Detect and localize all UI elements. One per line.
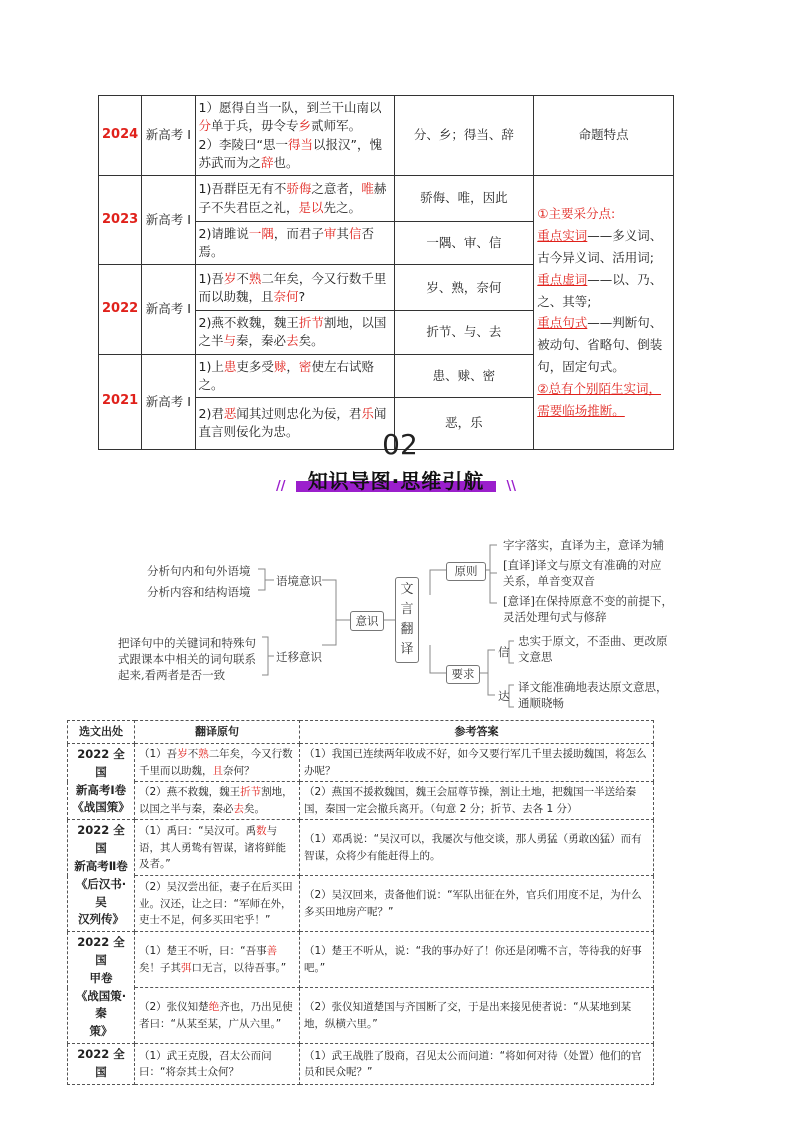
feature-line-2: 重点实词——多义词、古今异义词、活用词; <box>537 227 663 265</box>
table-row <box>68 782 654 820</box>
answer-cell: 骄侮、唯，因此 <box>394 176 534 222</box>
mind-left-1: 分析句内和句外语境 <box>147 564 251 578</box>
header-source: 选文出处 <box>68 721 135 744</box>
highlight-word: 乐 <box>361 406 374 422</box>
highlight-word: 信 <box>348 226 362 241</box>
highlight-word: 分 <box>198 118 212 134</box>
exam-table <box>98 95 674 450</box>
original-sentence: （1）吾岁不熟二年矣，今又行数千里而以助魏，且奈何？ <box>135 744 300 782</box>
mind-transfer: 迁移意识 <box>276 650 322 664</box>
section-number: 02 <box>382 428 418 461</box>
mind-da-a: 译文能准确地表达原文意思， <box>518 680 668 694</box>
exam-cell: 新高考 I <box>142 96 195 176</box>
source-cell: 2)请雎说一隅，而君子审其信否焉。 <box>195 222 394 265</box>
highlight-word: 熟 <box>248 270 262 286</box>
header-original: 翻译原句 <box>135 721 300 744</box>
source-cell: 1）愿得自当一队，到兰干山南以分单于兵，毋令专乡贰师军。 2）李陵曰“思一得当以报汉”，愧苏武而为之辞也。 <box>195 96 394 176</box>
mind-xin: 信 <box>498 645 510 659</box>
highlight-word: 弭 <box>181 961 192 974</box>
section-title: 知识导图·思维引航 <box>307 469 485 493</box>
mind-left-3b: 式跟课本中相关的词句联系 <box>118 652 256 666</box>
exam-cell: 新高考 I <box>142 354 195 449</box>
highlight-word: 熟 <box>198 748 209 761</box>
source-cell: 1)上患吏多受赇，密使左右试赂之。 <box>195 354 394 397</box>
table-row <box>99 96 674 176</box>
feature-line-3: 重点虚词——以、乃、之、其等; <box>537 271 663 309</box>
highlight-word: 与 <box>223 333 237 349</box>
highlight-word: 数 <box>256 825 267 838</box>
reference-answer: （2）燕国不援救魏国，魏王会屈尊节操，割让土地，把魏国一半送给秦国，秦国一定会撤兵离开。（句意 2 分；折节、去各 1 分） <box>300 782 654 820</box>
mind-p3b: 灵活处理句式与修辞 <box>503 610 607 624</box>
answer-cell: 分、乡；得当、辞 <box>394 96 534 176</box>
original-sentence: （1）禹曰：“吴汉可。禹数与语，其人勇鸷有智谋，诸将鲜能及者。” <box>135 820 300 876</box>
highlight-word: 折节 <box>298 315 324 331</box>
mind-center: 文言翻译 <box>395 577 419 663</box>
original-sentence: （2）吴汉尝出征，妻子在后买田业。汉还，让之曰：“军师在外，吏士不足，何多买田宅乎！” <box>135 876 300 932</box>
answer-cell: 岁、熟，奈何 <box>394 265 534 311</box>
source-cell: 2)君恶闻其过则忠化为佞，君乐闻直言则佞化为忠。 <box>195 397 394 449</box>
original-sentence: （1）楚王不听，曰：“吾事善矣！子其弭口无言，以待吾事。” <box>135 932 300 988</box>
reference-answer: （1）我国已连续两年收成不好，如今又要行军几千里去援助魏国，将怎么办呢？ <box>300 744 654 782</box>
highlight-word: 岁 <box>223 270 237 286</box>
mind-p3a: [意译]在保持原意不变的前提下， <box>503 594 673 608</box>
highlight-word: 一隅 <box>248 226 274 241</box>
mind-left-3a: 把译句中的关键词和特殊句 <box>118 636 256 650</box>
mind-map <box>0 525 794 715</box>
table-row <box>68 988 654 1044</box>
table-row <box>99 176 674 222</box>
mind-principle: 原则 <box>446 562 486 581</box>
year-cell: 2023 <box>99 176 142 265</box>
source-cell: 1)吾群臣无有不骄侮之意者，唯赫子不失君臣之礼，是以先之。 <box>195 176 394 222</box>
source-cell: 2022 全国 甲卷 《战国策·秦 策》 <box>68 932 135 1044</box>
feature-line-1: ①主要采分点: <box>537 206 616 221</box>
feature-key: 重点实词 <box>537 227 588 243</box>
highlight-word: 唯 <box>361 181 374 197</box>
exam-cell: 新高考 I <box>142 265 195 354</box>
mind-require: 要求 <box>446 665 480 684</box>
answer-cell: 折节、与、去 <box>394 311 534 354</box>
year-cell: 2024 <box>99 96 142 176</box>
highlight-word: 骄侮 <box>286 181 312 197</box>
highlight-word: 绝 <box>208 1001 220 1014</box>
table-row <box>68 1044 654 1085</box>
feature-line-4: 重点句式——判断句、被动句、省略句、倒装句，固定句式。 <box>537 315 663 375</box>
year-cell: 2022 <box>99 265 142 354</box>
feature-key: 重点句式 <box>537 315 588 331</box>
mind-left-3c: 起来,看两者是否一致 <box>118 668 226 682</box>
table-row <box>68 876 654 932</box>
highlight-word: 折节 <box>240 786 262 799</box>
highlight-word: 审 <box>323 226 337 241</box>
mind-da-b: 通顺晓畅 <box>518 696 564 710</box>
mind-context: 语境意识 <box>276 574 322 588</box>
highlight-word: 辞 <box>261 154 274 170</box>
highlight-word: 恶 <box>223 406 237 422</box>
table-row <box>68 744 654 782</box>
header-answer: 参考答案 <box>300 721 654 744</box>
highlight-word: 善 <box>266 945 278 958</box>
reference-answer: （1）邓禹说：“吴汉可以，我屡次与他交谈，那人勇猛（勇敢凶猛）而有智谋，众将少有能赶得上的。 <box>300 820 654 876</box>
highlight-word: 患 <box>223 358 237 374</box>
mind-p2b: 关系，单音变双音 <box>503 574 595 588</box>
highlight-word: 奈何 <box>273 288 299 304</box>
table-row <box>68 932 654 988</box>
highlight-word: 去 <box>286 333 299 349</box>
slash-right-decoration: \\ <box>506 479 516 494</box>
source-cell: 2)燕不救魏，魏王折节割地，以国之半与秦，秦必去矣。 <box>195 311 394 354</box>
highlight-word: 去 <box>233 802 244 815</box>
reference-answer: （1）楚王不听从，说：“我的事办好了！你还是闭嘴不言，等待我的好事吧。” <box>300 932 654 988</box>
slash-left-decoration: // <box>276 479 286 494</box>
feature-key: 重点虚词 <box>537 271 588 287</box>
feature-line-5: ②总有个别陌生实词，需要临场推断。 <box>537 381 661 418</box>
table-row <box>68 820 654 876</box>
source-cell: 2022 全国 <box>68 1044 135 1085</box>
highlight-word: 得当 <box>287 136 313 152</box>
year-cell: 2021 <box>99 354 142 449</box>
mind-xin-b: 文意思 <box>518 650 553 664</box>
highlight-word: 是以 <box>298 199 324 215</box>
mind-p1: 字字落实，直译为主，意译为辅 <box>503 538 664 552</box>
reference-answer: （1）武王战胜了殷商，召见太公而问道：“将如何对待（处置）他们的官员和民众呢？” <box>300 1044 654 1085</box>
highlight-word: 乡 <box>298 118 312 134</box>
source-cell: 2022 全国 新高考Ⅰ卷 《战国策》 <box>68 744 135 820</box>
reference-answer: （2）吴汉回来，责备他们说：“军队出征在外，官兵们用度不足，为什么多买田地房产呢？” <box>300 876 654 932</box>
mind-left-2: 分析内容和结构语境 <box>147 585 251 599</box>
section-title-banner <box>276 465 516 495</box>
reference-answer: （2）张仪知道楚国与齐国断了交，于是出来接见使者说：“从某地到某地，纵横六里。” <box>300 988 654 1044</box>
mind-awareness: 意识 <box>350 611 384 631</box>
answer-cell: 患、赇、密 <box>394 354 534 397</box>
exam-cell: 新高考 I <box>142 176 195 265</box>
highlight-word: 赇 <box>273 358 287 374</box>
source-cell: 2022 全国 新高考Ⅱ卷 《后汉书·吴 汉列传》 <box>68 820 135 932</box>
answer-cell: 一隅、审、信 <box>394 222 534 265</box>
translation-table <box>67 720 654 1085</box>
original-sentence: （2）燕不救魏，魏王折节割地，以国之半与秦，秦必去矣。 <box>135 782 300 820</box>
original-sentence: （1）武王克殷，召太公而问曰：“将奈其士众何？ <box>135 1044 300 1085</box>
mind-p2a: [直译]译文与原文有准确的对应 <box>503 558 662 572</box>
feature-body <box>537 203 670 422</box>
original-sentence: （2）张仪知楚绝齐也，乃出见使者曰：“从某至某，广从六里。” <box>135 988 300 1044</box>
source-cell: 1)吾岁不熟二年矣，今又行数千里而以助魏，且奈何? <box>195 265 394 311</box>
feature-cell <box>534 176 674 450</box>
feature-title-cell: 命题特点 <box>534 96 674 176</box>
mind-da: 达 <box>498 689 510 703</box>
mind-xin-a: 忠实于原文，不歪曲、更改原 <box>518 634 668 648</box>
highlight-word: 且 <box>212 764 223 777</box>
highlight-word: 岁 <box>177 748 188 761</box>
highlight-word: 密 <box>298 358 312 374</box>
answer-cell: 恶，乐 <box>394 397 534 449</box>
